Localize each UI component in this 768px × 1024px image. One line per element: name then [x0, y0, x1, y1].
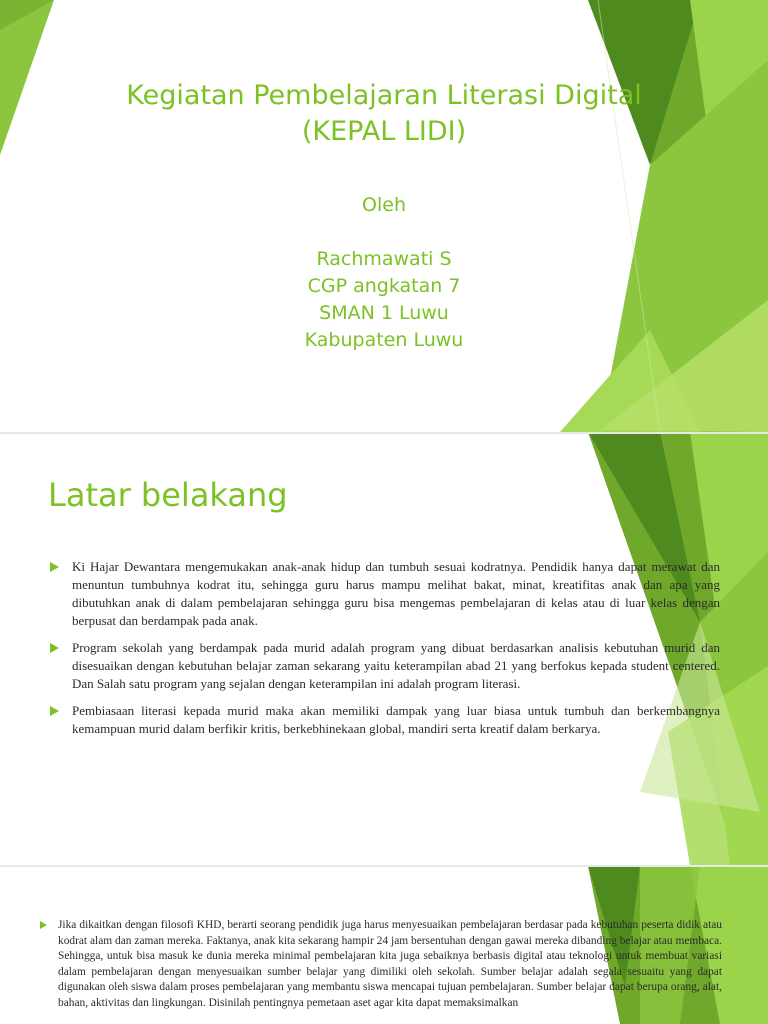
author-region: Kabupaten Luwu [304, 329, 464, 351]
title-slide [0, 0, 768, 432]
bullet-arrow-icon [40, 921, 47, 929]
bullet-arrow-icon [50, 562, 59, 572]
list-item [48, 702, 720, 738]
by-label: Oleh [362, 194, 406, 216]
list-item [48, 558, 720, 630]
bullet-list [38, 918, 722, 1021]
title-line-2: (KEPAL LIDI) [301, 116, 467, 147]
author-school: SMAN 1 Luwu [319, 302, 449, 324]
bullet-text: Pembiasaan literasi kepada murid maka akan memiliki dampak yang luar biasa untuk tumbuh dan berkembangnya kemampuan murid dalam berfikir kritis, berkebhinekaan global, mandiri serta kreatif dalam berkarya. [72, 703, 720, 736]
bullet-arrow-icon [50, 706, 59, 716]
list-item [38, 918, 722, 1012]
title-block [0, 78, 768, 354]
author-program: CGP angkatan 7 [307, 275, 461, 297]
content-slide [0, 866, 768, 1024]
bullet-text: Ki Hajar Dewantara mengemukakan anak-anak hidup dan tumbuh sesuai kodratnya. Pendidik hanya dapat merawat dan menuntun tumbuhnya kodrat itu, sehingga guru harus mampu melihat bakat, minat, kreatifitas anak dan apa yang dibutuhkan anak di dalam pembelajaran sehingga guru bisa mengemas pembelajaran di kelas atau di luar kelas dengan berpusat dan berdampak pada anak. [72, 559, 720, 628]
bullet-list [48, 558, 720, 747]
bullet-arrow-icon [50, 643, 59, 653]
slide-divider [0, 865, 768, 867]
bullet-text: Program sekolah yang berdampak pada murid adalah program yang dibuat berdasarkan analisis kebutuhan murid dan disesuaikan dengan kebutuhan belajar zaman sekarang yaitu keterampilan abad 21 yang berfokus kepada student centered. Dan Salah satu program yang sejalan dengan keterampilan ini adalah program literasi. [72, 640, 720, 691]
bullet-text: Jika dikaitkan dengan filosofi KHD, berarti seorang pendidik juga harus menyesuaikan pembelajaran berdasar pada kebutuhan peserta didik atau kodrat alam dan zaman mereka. Faktanya, anak kita sekarang hampir 24 jam bersentuhan dengan gawai mereka dibanding belajar atau membaca. Sehingga, untuk bisa masuk ke dunia mereka minimal pembelajaran kita juga sebaiknya berbasis digital atau teknologi untuk membuat variasi dalam pembelajaran dengan menyesuaikan sumber belajar yang dimiliki oleh sekolah. Sumber belajar adalah segala sesuaitu yang dapat digunakan oleh siswa dalam proses pembelajaran yang membantu siswa mencapai tujuan pembelajaran. Sumber belajar dapat berupa orang, alat, bahan, aktivitas dan lingkungan. Disinilah pentingnya pemetaan aset agar kita dapat memaksimalkan [58, 919, 722, 1009]
author-name: Rachmawati S [316, 248, 452, 270]
author-block [0, 246, 768, 354]
section-heading: Latar belakang [48, 476, 288, 514]
title-line-1: Kegiatan Pembelajaran Literasi Digital [126, 80, 642, 111]
list-item [48, 639, 720, 693]
background-slide [0, 432, 768, 866]
slide-divider [0, 432, 768, 434]
